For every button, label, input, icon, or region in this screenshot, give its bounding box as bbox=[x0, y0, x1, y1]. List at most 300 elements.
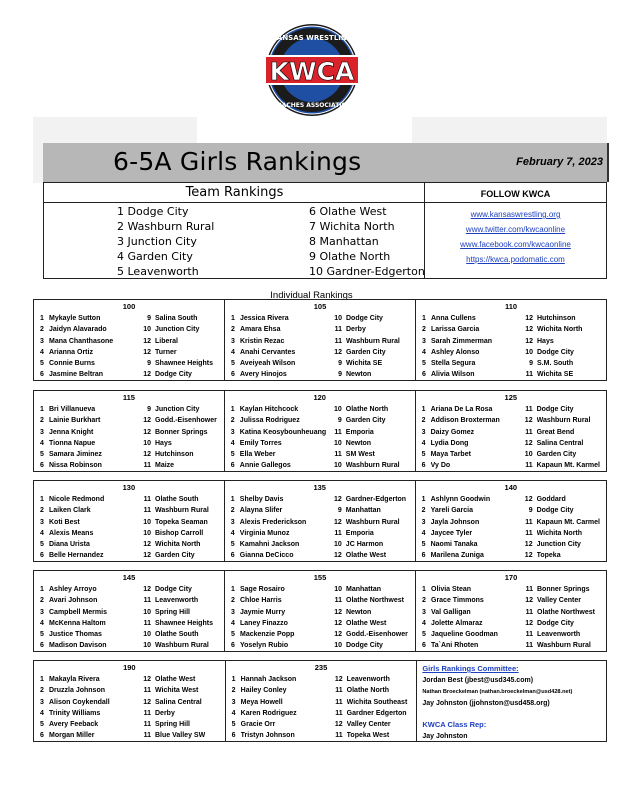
date-label: February 7, 2023 bbox=[516, 156, 603, 168]
school: Derby bbox=[346, 326, 366, 334]
school: Leavenworth bbox=[537, 631, 581, 639]
grade: 10 bbox=[143, 642, 151, 650]
wrestler-name: Alexis Means bbox=[49, 529, 94, 537]
school: Goddard bbox=[536, 496, 566, 503]
grade: 12 bbox=[143, 676, 151, 683]
wrestler-row bbox=[40, 595, 218, 606]
kwca-logo bbox=[262, 22, 362, 118]
rank: 1 bbox=[230, 496, 235, 503]
school: Wichita Southeast bbox=[346, 698, 408, 706]
school: Shawnee Heights bbox=[155, 619, 213, 627]
rank: 3 bbox=[422, 337, 426, 345]
wrestler-row bbox=[40, 404, 218, 415]
wrestler-row bbox=[40, 347, 218, 358]
wrestler-name: Kristin Rezac bbox=[240, 337, 285, 345]
weight-class-box bbox=[34, 300, 225, 380]
wrestler-name: Mackenzie Popp bbox=[240, 631, 295, 639]
grade: 9 bbox=[337, 417, 342, 425]
team-rank-item: 8 Manhattan bbox=[309, 235, 379, 248]
weight-class-label: 105 bbox=[313, 302, 327, 311]
wrestler-row bbox=[231, 404, 409, 415]
wrestler-name: Addison Broxterman bbox=[430, 417, 500, 425]
rank: 5 bbox=[231, 360, 235, 368]
wrestler-name: Avery Hinojos bbox=[240, 371, 287, 379]
rank: 5 bbox=[421, 541, 426, 549]
team-rank-item: 5 Leavenworth bbox=[117, 265, 199, 278]
weight-class-label: 120 bbox=[313, 393, 326, 402]
wrestler-row bbox=[422, 629, 600, 640]
wrestler-name: Jolette Almaraz bbox=[431, 619, 483, 627]
wrestler-name: Jasmine Beltran bbox=[49, 371, 104, 379]
grade: 10 bbox=[334, 406, 342, 413]
school: Liberal bbox=[155, 337, 178, 345]
wrestler-row bbox=[232, 730, 411, 741]
school: Olathe South bbox=[155, 631, 199, 639]
rank: 1 bbox=[421, 406, 426, 413]
school: Garden City bbox=[536, 451, 577, 459]
weight-class-label: 100 bbox=[122, 302, 136, 311]
team-rank-item: 4 Garden City bbox=[117, 250, 193, 263]
wrestler-name: Jaidyn Alavarado bbox=[49, 326, 107, 334]
rank: 2 bbox=[40, 597, 44, 605]
wrestler-row bbox=[40, 449, 218, 460]
grade: 12 bbox=[334, 518, 342, 526]
grade: 9 bbox=[338, 360, 342, 368]
grade: 11 bbox=[525, 462, 533, 470]
rank: 4 bbox=[422, 348, 426, 356]
grade: 12 bbox=[334, 676, 343, 683]
weight-class-box bbox=[34, 481, 225, 561]
weight-class-label: 170 bbox=[504, 573, 518, 582]
grade: 10 bbox=[143, 439, 151, 447]
school: Olathe West bbox=[345, 552, 387, 560]
wrestler-row bbox=[232, 697, 411, 708]
grade: 9 bbox=[147, 406, 151, 413]
weight-class-box bbox=[416, 481, 606, 561]
grade: 11 bbox=[143, 732, 151, 740]
rank: 1 bbox=[231, 586, 235, 593]
school: Emporia bbox=[345, 428, 374, 436]
rank: 5 bbox=[40, 451, 44, 459]
wrestler-name: Jessica Rivera bbox=[240, 315, 289, 322]
grade: 12 bbox=[525, 619, 533, 627]
school: Garden City bbox=[155, 552, 195, 560]
rank: 6 bbox=[231, 642, 235, 650]
grade: 12 bbox=[143, 698, 151, 706]
wrestler-row bbox=[231, 358, 409, 369]
wrestler-name: Gracie Orr bbox=[240, 721, 276, 729]
wrestler-row bbox=[422, 347, 600, 358]
grade: 12 bbox=[143, 552, 151, 560]
weight-class-label: 125 bbox=[504, 393, 518, 402]
wrestler-row bbox=[422, 438, 600, 449]
rank: 1 bbox=[422, 586, 426, 593]
grade: 12 bbox=[334, 631, 342, 639]
grade: 11 bbox=[525, 608, 533, 616]
wrestler-row bbox=[422, 313, 600, 324]
wrestler-name: Justice Thomas bbox=[49, 631, 102, 639]
committee-box bbox=[417, 661, 606, 741]
weight-class-label: 110 bbox=[504, 302, 518, 311]
wrestler-name: Jaymie Murry bbox=[240, 608, 286, 616]
grade: 9 bbox=[338, 371, 342, 379]
wrestler-row bbox=[422, 505, 600, 516]
rank: 1 bbox=[40, 406, 44, 413]
rank: 2 bbox=[230, 507, 235, 515]
weight-class-box bbox=[226, 661, 418, 741]
wrestler-name: Jaqueline Goodman bbox=[431, 631, 498, 639]
team-rankings-left bbox=[117, 204, 214, 279]
school: Bishop Carroll bbox=[155, 529, 204, 537]
wrestler-name: Naomi Tanaka bbox=[430, 541, 478, 549]
wrestler-row bbox=[231, 618, 409, 629]
grade: 11 bbox=[525, 586, 533, 593]
rank: 6 bbox=[40, 732, 44, 740]
school: Topeka West bbox=[346, 732, 390, 740]
rank: 6 bbox=[230, 552, 235, 560]
weight-row bbox=[33, 480, 607, 562]
wrestler-name: Aveiyeah Wilson bbox=[240, 360, 296, 368]
rank: 6 bbox=[421, 462, 426, 470]
wrestler-name: Chloe Harris bbox=[240, 597, 282, 605]
wrestler-name: Avery Feeback bbox=[49, 721, 99, 729]
grade: 11 bbox=[143, 619, 151, 627]
follow-kwca-box bbox=[424, 182, 607, 279]
wrestler-name: Ella Weber bbox=[239, 451, 276, 459]
svg-text:KANSAS WRESTLING: KANSAS WRESTLING bbox=[271, 34, 353, 42]
school: Turner bbox=[155, 348, 177, 356]
wrestler-name: Alivia Wilson bbox=[431, 371, 475, 379]
wrestler-name: Jayla Johnson bbox=[430, 518, 480, 526]
wrestler-name: Belle Hernandez bbox=[49, 552, 104, 560]
wrestler-name: Jaycee Tyler bbox=[430, 529, 473, 537]
wrestler-name: Kamahni Jackson bbox=[239, 541, 300, 549]
weight-class-box bbox=[416, 300, 606, 380]
school: Salina Central bbox=[536, 439, 584, 447]
wrestler-name: Ashley Alonso bbox=[431, 348, 480, 356]
grade: 11 bbox=[143, 507, 151, 515]
rank: 4 bbox=[40, 348, 44, 356]
school: Hays bbox=[155, 439, 172, 447]
grade: 11 bbox=[143, 462, 151, 470]
weight-class-label: 140 bbox=[504, 483, 518, 492]
wrestler-name: Arianna Ortiz bbox=[49, 348, 93, 356]
grade: 12 bbox=[525, 326, 533, 334]
grade: 12 bbox=[143, 586, 151, 593]
grade: 11 bbox=[335, 698, 343, 706]
grade: 12 bbox=[143, 541, 151, 549]
rank: 4 bbox=[230, 529, 235, 537]
team-rank-item: 2 Washburn Rural bbox=[117, 220, 215, 233]
school: Washburn Rural bbox=[346, 337, 400, 345]
rank: 2 bbox=[40, 507, 44, 515]
grade: 11 bbox=[334, 326, 342, 334]
weight-class-label: 235 bbox=[314, 663, 328, 672]
grade: 11 bbox=[143, 687, 151, 695]
title-bar bbox=[43, 143, 609, 182]
rank: 3 bbox=[40, 608, 44, 616]
link-facebook[interactable]: www.facebook.com/kwcaonline bbox=[460, 240, 571, 249]
school: Derby bbox=[155, 709, 175, 717]
wrestler-name: Tionna Napue bbox=[49, 439, 96, 447]
grade: 11 bbox=[525, 406, 533, 413]
rank: 3 bbox=[422, 608, 426, 616]
rank: 3 bbox=[421, 518, 426, 526]
link-twitter[interactable]: www.twitter.com/kwcaonline bbox=[465, 225, 566, 234]
grade: 12 bbox=[143, 337, 151, 345]
wrestler-name: Trinity Williams bbox=[49, 709, 101, 717]
wrestler-row bbox=[40, 528, 218, 539]
rank: 4 bbox=[40, 529, 44, 537]
wrestler-row bbox=[40, 505, 218, 516]
rank: 2 bbox=[40, 326, 44, 334]
committee-member: Nathan Broeckelman (nathan.broeckelman@usd428.net) bbox=[422, 688, 573, 695]
wrestler-row bbox=[422, 358, 600, 369]
rank: 6 bbox=[421, 552, 426, 560]
rank: 5 bbox=[230, 541, 235, 549]
school: Dodge City bbox=[537, 348, 574, 356]
wrestler-row bbox=[231, 629, 409, 640]
rank: 2 bbox=[40, 417, 44, 425]
wrestler-row bbox=[422, 550, 600, 561]
school: Dodge City bbox=[536, 507, 574, 515]
wrestler-name: Lainie Burkhart bbox=[49, 417, 101, 425]
school: Dodge City bbox=[536, 406, 574, 413]
follow-heading: FOLLOW KWCA bbox=[425, 183, 606, 203]
individual-rankings-title: Individual Rankings bbox=[270, 290, 353, 301]
wrestler-row bbox=[40, 369, 218, 380]
team-rank-item: 10 Gardner-Edgerton bbox=[309, 265, 425, 278]
wrestler-row bbox=[231, 640, 409, 651]
school: Olathe Northwest bbox=[537, 608, 595, 616]
school: Newton bbox=[346, 371, 372, 379]
wrestler-name: Morgan Miller bbox=[49, 732, 95, 740]
rank: 3 bbox=[40, 698, 44, 706]
rank: 4 bbox=[421, 439, 426, 447]
rank: 6 bbox=[231, 371, 235, 379]
wrestler-row bbox=[231, 550, 409, 561]
school: Valley Center bbox=[346, 721, 391, 729]
grade: 12 bbox=[524, 552, 533, 560]
rank: 5 bbox=[40, 631, 44, 639]
wrestler-row bbox=[231, 427, 409, 438]
team-rankings-box bbox=[43, 182, 425, 279]
school: Dodge City bbox=[537, 619, 574, 627]
grade: 11 bbox=[334, 529, 342, 537]
rank: 2 bbox=[422, 597, 426, 605]
wrestler-row bbox=[40, 685, 219, 696]
rank: 4 bbox=[422, 619, 426, 627]
school: Kapaun Mt. Carmel bbox=[536, 518, 600, 526]
wrestler-row bbox=[422, 584, 600, 595]
grade: 11 bbox=[334, 597, 342, 605]
rank: 5 bbox=[40, 721, 44, 729]
school: Dodge City bbox=[346, 642, 383, 650]
rank: 6 bbox=[422, 371, 426, 379]
rank: 3 bbox=[231, 337, 235, 345]
wrestler-row bbox=[40, 730, 219, 741]
rank: 6 bbox=[230, 462, 235, 470]
wrestler-row bbox=[231, 505, 409, 516]
school: Topeka Seaman bbox=[155, 518, 208, 526]
wrestler-row bbox=[231, 539, 409, 550]
school: Wichita North bbox=[537, 326, 583, 334]
school: Dodge City bbox=[155, 371, 192, 379]
rank: 5 bbox=[422, 360, 426, 368]
weight-row bbox=[33, 299, 607, 381]
school: Olathe North bbox=[346, 687, 390, 695]
wrestler-row bbox=[422, 404, 600, 415]
team-rank-item: 1 Dodge City bbox=[117, 205, 189, 218]
school: Washburn Rural bbox=[345, 518, 400, 526]
wrestler-row bbox=[40, 415, 218, 426]
wrestler-name: Hannah Jackson bbox=[240, 676, 297, 683]
rank: 4 bbox=[40, 709, 44, 717]
rank: 1 bbox=[231, 315, 235, 322]
wrestler-row bbox=[422, 528, 600, 539]
rank: 3 bbox=[40, 337, 44, 345]
rank: 1 bbox=[231, 676, 236, 683]
rank: 5 bbox=[422, 631, 426, 639]
school: Washburn Rural bbox=[155, 507, 209, 515]
grade: 9 bbox=[529, 360, 533, 368]
class-rep-name: Jay Johnston bbox=[422, 732, 468, 740]
rank: 6 bbox=[40, 462, 44, 470]
wrestler-name: Ashlynn Goodwin bbox=[430, 496, 491, 503]
grade: 10 bbox=[334, 462, 342, 470]
grade: 12 bbox=[334, 348, 342, 356]
wrestler-name: Shelby Davis bbox=[239, 496, 284, 503]
grade: 12 bbox=[143, 451, 151, 459]
grade: 9 bbox=[337, 507, 342, 515]
wrestler-name: Val Galligan bbox=[431, 608, 471, 616]
rank: 2 bbox=[421, 417, 426, 425]
grade: 11 bbox=[525, 371, 533, 379]
rank: 3 bbox=[231, 698, 236, 706]
page-title: 6-5A Girls Rankings bbox=[113, 147, 362, 176]
rank: 1 bbox=[230, 406, 235, 413]
wrestler-name: Nissa Robinson bbox=[49, 462, 102, 470]
wrestler-row bbox=[231, 460, 409, 471]
rank: 1 bbox=[40, 586, 44, 593]
school: SM West bbox=[345, 451, 375, 459]
wrestler-row bbox=[422, 595, 600, 606]
grade: 10 bbox=[143, 608, 151, 616]
wrestler-row bbox=[231, 336, 409, 347]
wrestler-row bbox=[40, 618, 218, 629]
wrestler-row bbox=[232, 719, 411, 730]
grade: 9 bbox=[528, 507, 533, 515]
wrestler-name: Madison Davison bbox=[49, 642, 107, 650]
school: Junction City bbox=[155, 326, 200, 334]
grade: 12 bbox=[334, 552, 342, 560]
team-rank-item: 3 Junction City bbox=[117, 235, 197, 248]
school: Manhattan bbox=[346, 586, 381, 593]
wrestler-row bbox=[231, 584, 409, 595]
wrestler-row bbox=[231, 528, 409, 539]
school: Shawnee Heights bbox=[155, 360, 213, 368]
rank: 2 bbox=[422, 326, 426, 334]
grade: 10 bbox=[143, 326, 151, 334]
weight-class-box bbox=[34, 661, 226, 741]
grade: 12 bbox=[334, 721, 343, 729]
wrestler-row bbox=[231, 449, 409, 460]
wrestler-row bbox=[40, 640, 218, 651]
grade: 10 bbox=[334, 439, 342, 447]
wrestler-row bbox=[232, 708, 411, 719]
weight-class-box bbox=[416, 391, 606, 471]
wrestler-name: Campbell Mermis bbox=[49, 608, 107, 616]
wrestler-row bbox=[40, 584, 218, 595]
weight-class-label: 115 bbox=[122, 393, 135, 402]
school: Olathe North bbox=[345, 406, 389, 413]
wrestler-row bbox=[231, 438, 409, 449]
wrestler-name: Larissa Garcia bbox=[431, 326, 480, 334]
grade: 11 bbox=[143, 597, 151, 605]
svg-text:COACHES ASSOCIATION: COACHES ASSOCIATION bbox=[272, 102, 352, 109]
rank: 5 bbox=[231, 631, 235, 639]
weight-row bbox=[33, 660, 607, 742]
wrestler-row bbox=[40, 719, 219, 730]
school: Dodge City bbox=[155, 586, 192, 593]
school: Hays bbox=[537, 337, 554, 345]
rank: 3 bbox=[230, 428, 235, 436]
wrestler-name: Alison Coykendall bbox=[49, 698, 110, 706]
wrestler-name: Druzzla Johnson bbox=[49, 687, 106, 695]
wrestler-row bbox=[40, 358, 218, 369]
link-podomatic[interactable]: https://kwca.podomatic.com bbox=[466, 255, 565, 264]
grade: 11 bbox=[525, 518, 533, 526]
school: Olathe South bbox=[155, 496, 199, 503]
rank: 3 bbox=[40, 428, 44, 436]
grade: 11 bbox=[143, 709, 151, 717]
team-rank-item: 9 Olathe North bbox=[309, 250, 391, 263]
rank: 3 bbox=[230, 518, 235, 526]
rank: 2 bbox=[40, 687, 44, 695]
grade: 10 bbox=[143, 529, 151, 537]
weight-class-box bbox=[34, 391, 225, 471]
grade: 11 bbox=[334, 451, 342, 459]
wrestler-name: Anna Cullens bbox=[431, 315, 476, 322]
wrestler-name: Lydia Dong bbox=[430, 439, 469, 447]
rank: 5 bbox=[40, 360, 44, 368]
wrestler-row bbox=[40, 336, 218, 347]
link-website[interactable]: www.kansaswrestling.org bbox=[470, 210, 561, 219]
school: Salina South bbox=[155, 315, 198, 322]
grade: 10 bbox=[143, 518, 151, 526]
team-rankings-heading: Team Rankings bbox=[44, 183, 425, 203]
wrestler-name: Bri Villanueva bbox=[49, 406, 96, 413]
team-rankings-right bbox=[309, 204, 425, 279]
wrestler-row bbox=[40, 629, 218, 640]
wrestler-row bbox=[231, 324, 409, 335]
rank: 1 bbox=[40, 676, 44, 683]
grade: 12 bbox=[525, 315, 533, 322]
wrestler-row bbox=[40, 697, 219, 708]
grade: 11 bbox=[525, 428, 533, 436]
school: Emporia bbox=[345, 529, 374, 537]
wrestler-name: Jenna Knight bbox=[49, 428, 94, 436]
school: Washburn Rural bbox=[345, 462, 400, 470]
wrestler-name: Ashley Arroyo bbox=[49, 586, 97, 593]
school: Gardner-Edgerton bbox=[345, 496, 407, 503]
rank: 4 bbox=[40, 439, 44, 447]
wrestler-name: Samara Jiminez bbox=[49, 451, 102, 459]
weight-class-label: 145 bbox=[122, 573, 136, 582]
rank: 4 bbox=[421, 529, 426, 537]
grade: 10 bbox=[525, 348, 533, 356]
wrestler-row bbox=[231, 607, 409, 618]
